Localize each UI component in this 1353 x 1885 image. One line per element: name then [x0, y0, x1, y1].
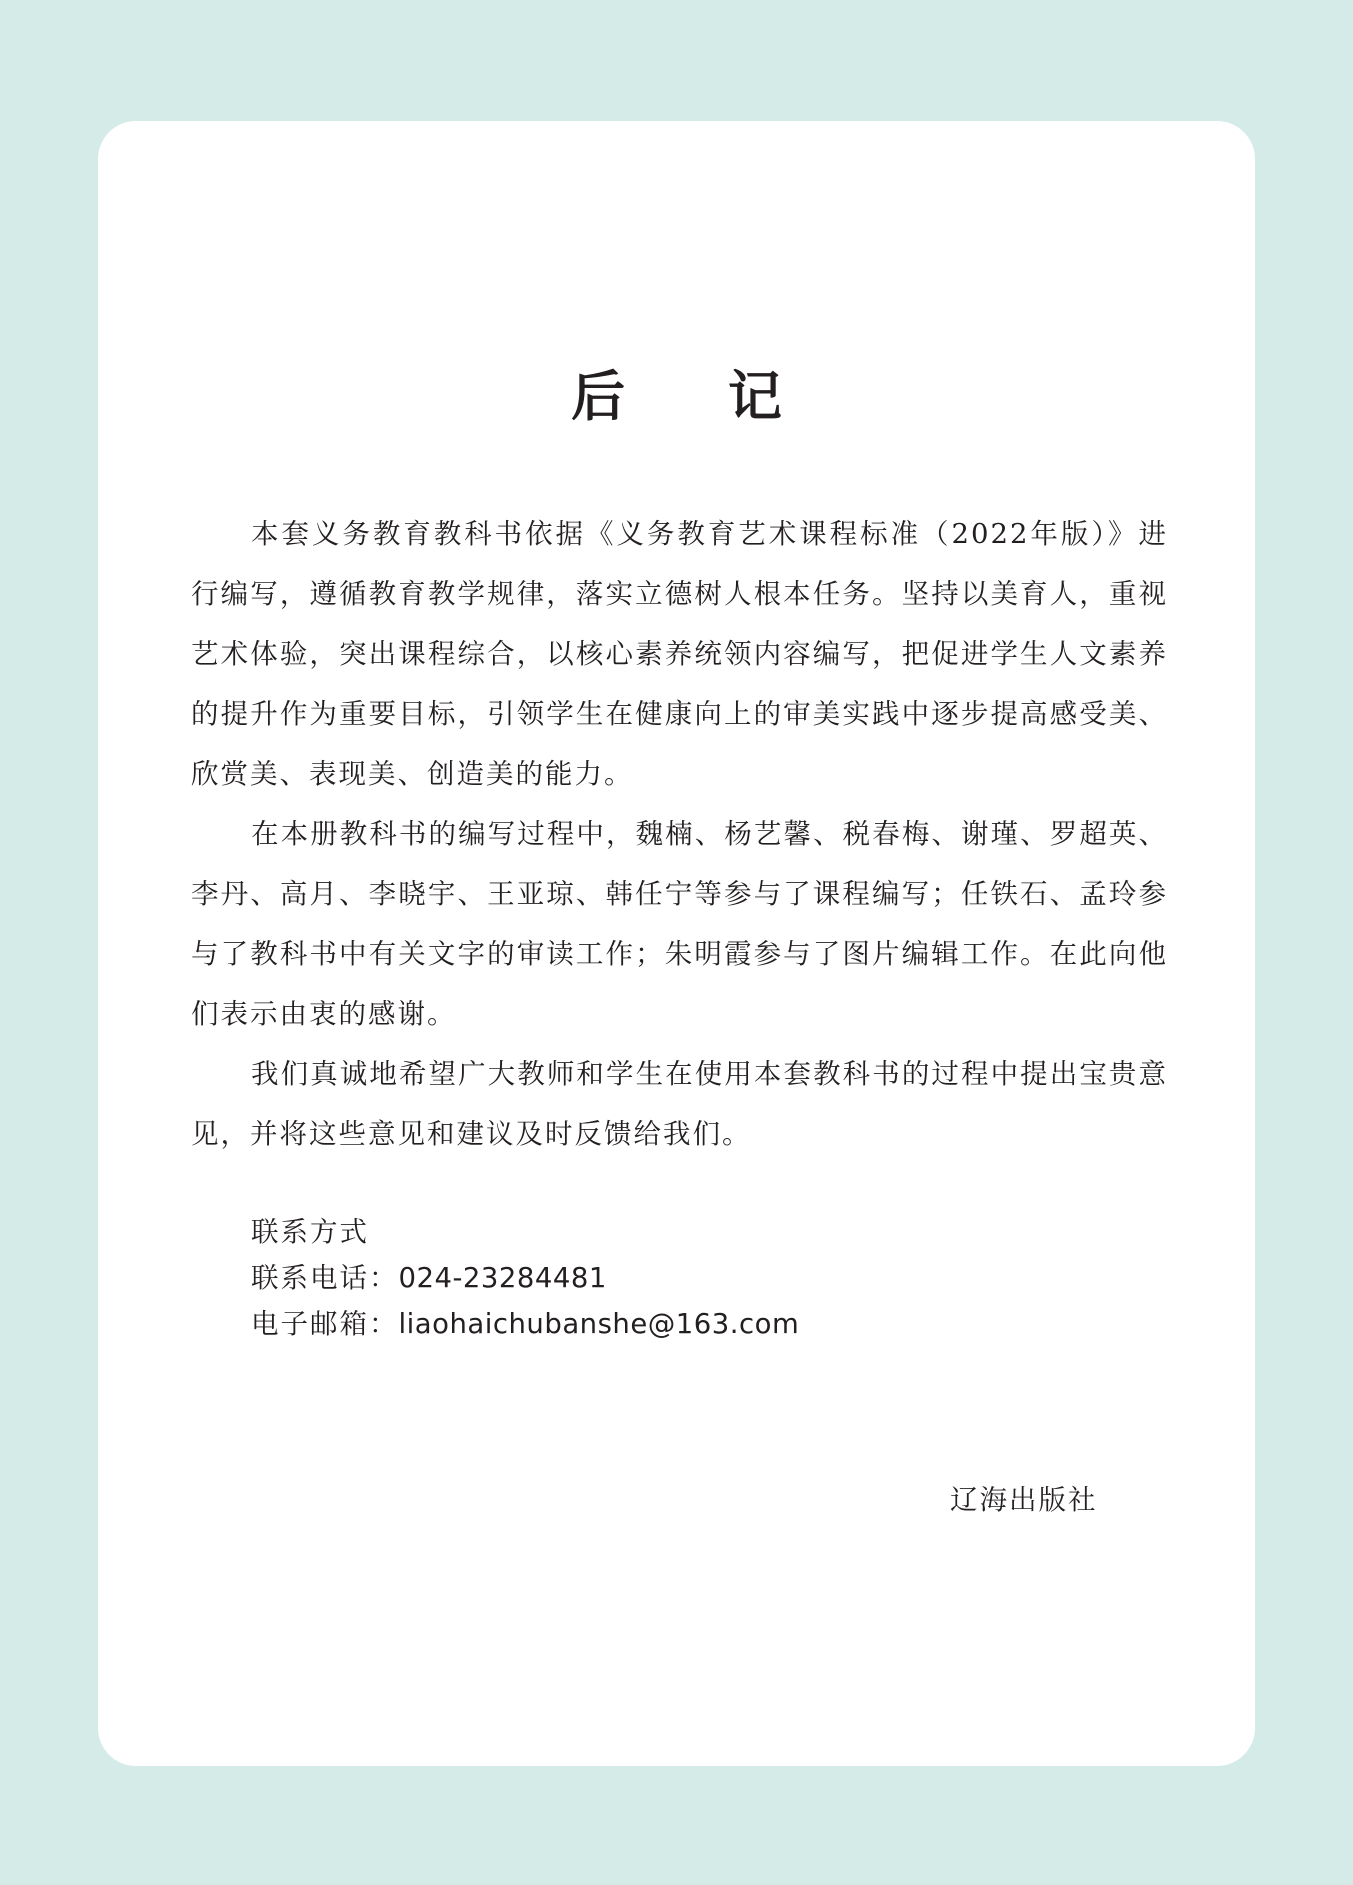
publisher-name: 辽海出版社 — [950, 1484, 1098, 1516]
contact-phone-line — [251, 1255, 799, 1301]
phone-number: 024-23284481 — [398, 1262, 607, 1294]
paragraph-2: 在本册教科书的编写过程中，魏楠、杨艺馨、税春梅、谢瑾、罗超英、李丹、高月、李晓宇、王亚琼、韩任宁等参与了课程编写；任铁石、孟玲参与了教科书中有关文字的审读工作；朱明霞参与了图片编辑工作。在此向他们表示由衷的感谢。 — [191, 818, 1168, 1030]
email-label: 电子邮箱： — [251, 1308, 399, 1340]
page-card — [98, 121, 1255, 1766]
paragraph-1: 本套义务教育教科书依据《义务教育艺术课程标准（2022年版）》进行编写，遵循教育教学规律，落实立德树人根本任务。坚持以美育人，重视艺术体验，突出课程综合，以核心素养统领内容编写，把促进学生人文素养的提升作为重要目标，引领学生在健康向上的审美实践中逐步提高感受美、欣赏美、表现美、创造美的能力。 — [191, 518, 1168, 790]
paragraph-3: 我们真诚地希望广大教师和学生在使用本套教科书的过程中提出宝贵意见，并将这些意见和建议及时反馈给我们。 — [191, 1058, 1168, 1150]
contact-email-line — [251, 1301, 799, 1347]
body-text — [191, 504, 1168, 1164]
email-address: liaohaichubanshe@163.com — [398, 1308, 800, 1340]
phone-label: 联系电话： — [251, 1262, 399, 1294]
page-title: 后 记 — [571, 364, 824, 428]
contact-block — [251, 1209, 799, 1347]
contact-heading: 联系方式 — [251, 1216, 369, 1248]
